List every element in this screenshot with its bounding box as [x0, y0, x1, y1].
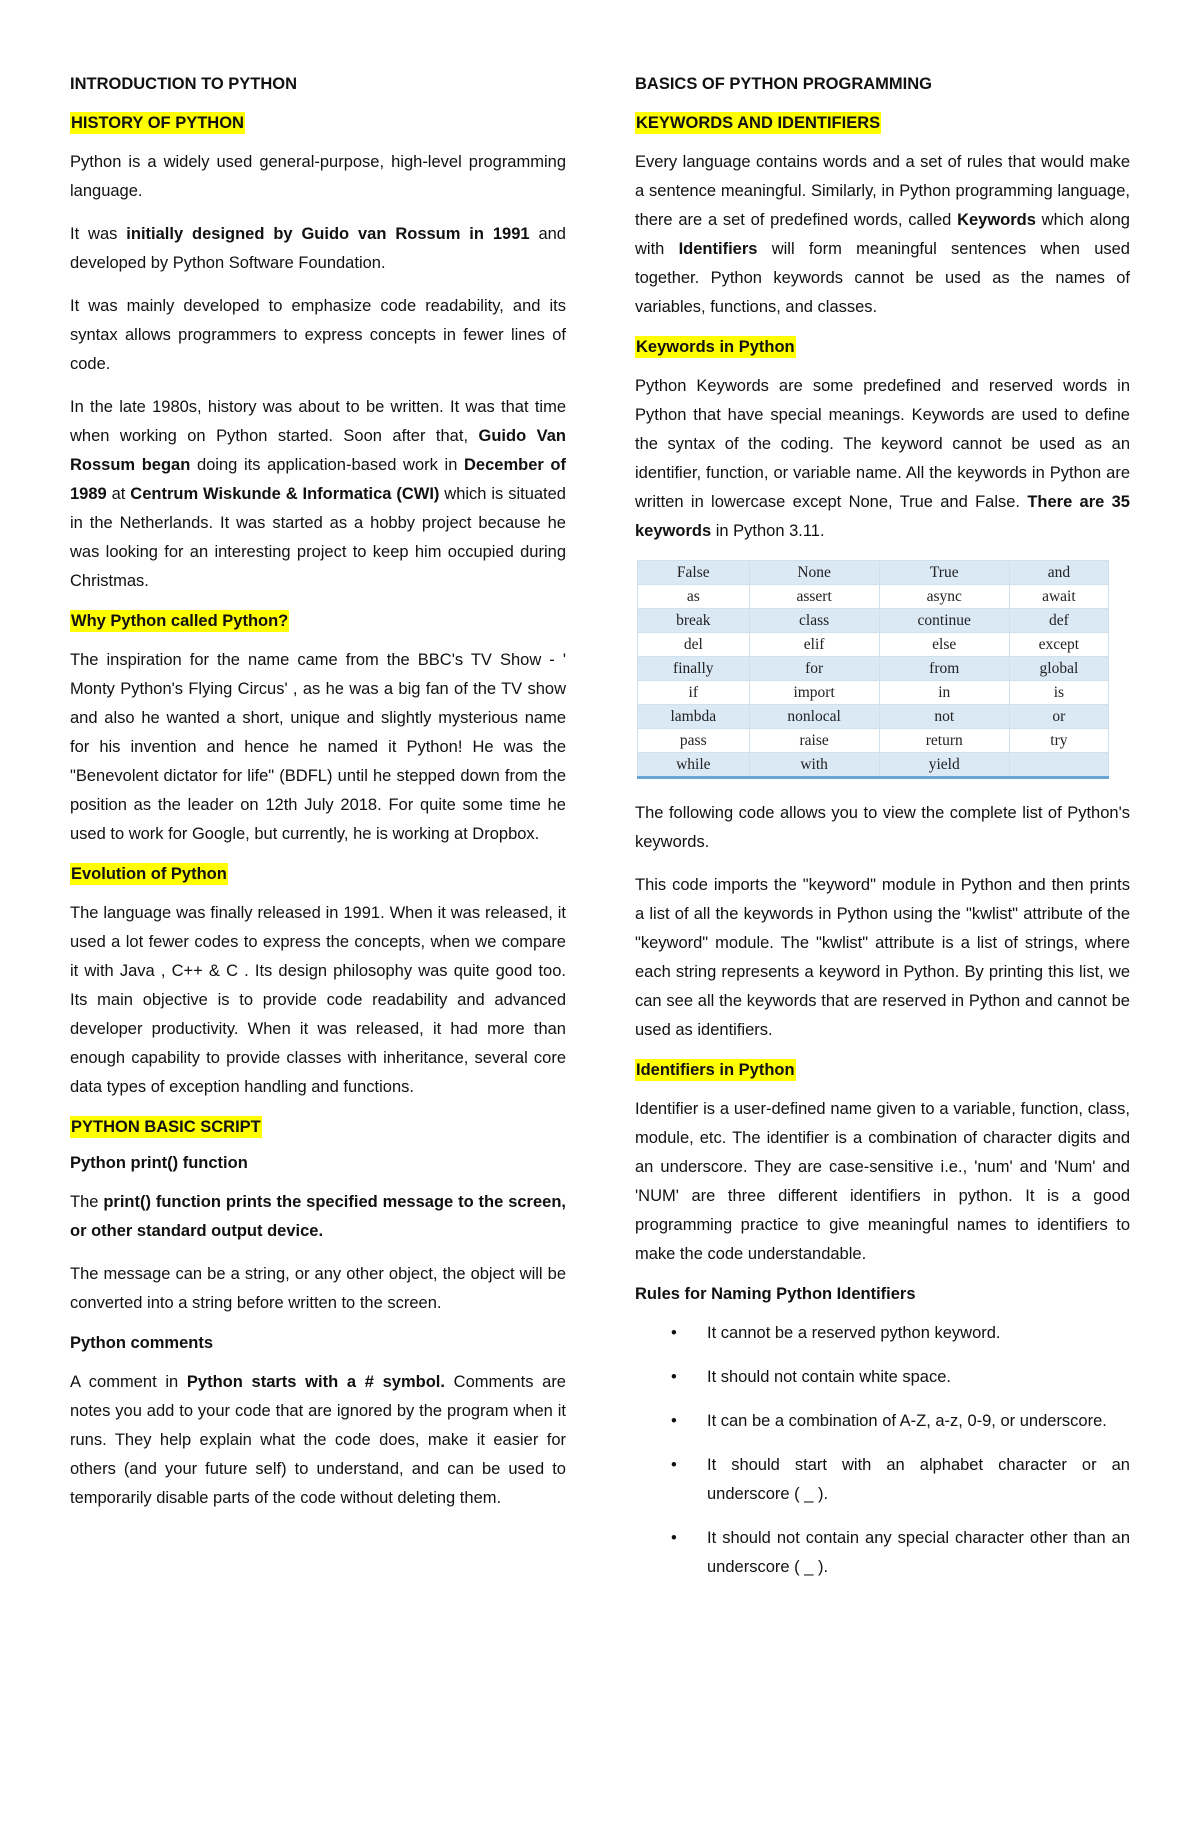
list-item: • It should start with an alphabet character or an underscore ( _ ).	[635, 1451, 1130, 1509]
bullet-icon: •	[671, 1324, 677, 1342]
keyword-cell: nonlocal	[749, 705, 879, 729]
keyword-cell: while	[638, 753, 750, 778]
evolution-heading: Evolution of Python	[71, 865, 227, 883]
list-item: • It cannot be a reserved python keyword.	[635, 1319, 1130, 1348]
keyword-cell: def	[1009, 609, 1108, 633]
table-row	[638, 729, 1109, 753]
keyword-list-paragraph-1: The following code allows you to view the complete list of Python's keywords.	[635, 804, 1130, 851]
table-row	[638, 609, 1109, 633]
keyword-cell: in	[879, 681, 1009, 705]
keyword-cell: is	[1009, 681, 1108, 705]
section-title: BASICS OF PYTHON PROGRAMMING	[635, 75, 933, 93]
bullet-icon: •	[671, 1456, 677, 1474]
keyword-list-paragraph-2: This code imports the "keyword" module in Python and then prints a list of all the keywords in Python using the "kwlist" attribute of the "keyword" module. The "kwlist" attribute is a list of strings, where each string represents a keyword in Python. By printing this list, we can see all the keywords that are reserved in Python and cannot be used as identifiers.	[635, 876, 1130, 1039]
history-paragraph-1: Python is a widely used general-purpose, high-level programming language.	[70, 153, 566, 200]
left-column	[70, 74, 566, 1527]
keyword-cell: for	[749, 657, 879, 681]
print-function-subheading: Python print() function	[70, 1154, 248, 1172]
keyword-cell: or	[1009, 705, 1108, 729]
keyword-cell: pass	[638, 729, 750, 753]
bullet-icon: •	[671, 1529, 677, 1547]
keyword-cell: False	[638, 561, 750, 585]
table-row	[638, 681, 1109, 705]
right-column	[635, 74, 1130, 1597]
naming-rules-list	[635, 1319, 1130, 1582]
keyword-cell: with	[749, 753, 879, 778]
keyword-table	[637, 560, 1109, 779]
keyword-cell: break	[638, 609, 750, 633]
keyword-cell: assert	[749, 585, 879, 609]
bullet-icon: •	[671, 1368, 677, 1386]
keyword-cell: elif	[749, 633, 879, 657]
table-row	[638, 753, 1109, 778]
evolution-paragraph: The language was finally released in 1991. When it was released, it used a lot fewer codes to express the concepts, when we compare it with Java , C++ & C . Its design philosophy was quite good too. Its main objective is to provide code readability and advanced developer productivity. When it was released, it had more than enough capability to provide classes with inheritance, several core data types of exception handling and functions.	[70, 904, 566, 1096]
history-heading: HISTORY OF PYTHON	[71, 114, 244, 132]
keyword-cell: await	[1009, 585, 1108, 609]
keyword-cell: as	[638, 585, 750, 609]
keyword-cell: async	[879, 585, 1009, 609]
comments-subheading: Python comments	[70, 1334, 214, 1352]
keyword-cell: continue	[879, 609, 1009, 633]
keyword-cell: yield	[879, 753, 1009, 778]
keyword-cell: import	[749, 681, 879, 705]
keywords-paragraph: Python Keywords are some predefined and reserved words in Python that have special meanings. Keywords are used to define the syntax of the coding. The keyword cannot be used as an identifier, function, or variable name. All the keywords in Python are written in lowercase except None, True and False. There are 35 keywords in Python 3.11.	[635, 377, 1130, 540]
keyword-cell: return	[879, 729, 1009, 753]
keyword-cell: lambda	[638, 705, 750, 729]
history-paragraph-2: It was initially designed by Guido van Rossum in 1991 and developed by Python Software Foundation.	[70, 225, 566, 272]
page-title: INTRODUCTION TO PYTHON	[70, 75, 298, 93]
list-item: • It should not contain white space.	[635, 1363, 1130, 1392]
why-python-heading: Why Python called Python?	[71, 612, 289, 630]
table-row	[638, 633, 1109, 657]
naming-rules-subheading: Rules for Naming Python Identifiers	[635, 1285, 916, 1303]
keyword-cell: except	[1009, 633, 1108, 657]
table-row	[638, 705, 1109, 729]
keyword-cell: class	[749, 609, 879, 633]
table-row	[638, 561, 1109, 585]
keyword-cell: del	[638, 633, 750, 657]
keyword-cell: global	[1009, 657, 1108, 681]
keyword-cell: else	[879, 633, 1009, 657]
print-paragraph-2: The message can be a string, or any other object, the object will be converted into a string before written to the screen.	[70, 1265, 566, 1312]
table-row	[638, 585, 1109, 609]
keyword-cell: and	[1009, 561, 1108, 585]
keyword-cell: raise	[749, 729, 879, 753]
print-paragraph-1: The print() function prints the specified message to the screen, or other standard output device.	[70, 1193, 566, 1240]
keyword-cell: None	[749, 561, 879, 585]
list-item: • It should not contain any special character other than an underscore ( _ ).	[635, 1524, 1130, 1582]
keyword-cell: from	[879, 657, 1009, 681]
why-python-paragraph: The inspiration for the name came from the BBC's TV Show - ' Monty Python's Flying Circus' , as he was a big fan of the TV show and also he wanted a short, unique and slightly mysterious name for his invention and hence he named it Python! He was the "Benevolent dictator for life" (BDFL) until he stepped down from the position as the leader on 12th July 2018. For quite some time he used to work for Google, but currently, he is working at Dropbox.	[70, 651, 566, 843]
keywords-identifiers-heading: KEYWORDS AND IDENTIFIERS	[636, 114, 881, 132]
keyword-cell: finally	[638, 657, 750, 681]
keyword-cell: try	[1009, 729, 1108, 753]
keyword-cell: True	[879, 561, 1009, 585]
identifiers-heading: Identifiers in Python	[636, 1061, 795, 1079]
basic-script-heading: PYTHON BASIC SCRIPT	[71, 1118, 261, 1136]
keywords-intro-paragraph: Every language contains words and a set of rules that would make a sentence meaningful. Similarly, in Python programming language, there are a set of predefined words, called Keywords which along with Identifiers will form meaningful sentences when used together. Python keywords cannot be used as the names of variables, functions, and classes.	[635, 153, 1130, 316]
history-paragraph-3: It was mainly developed to emphasize code readability, and its syntax allows programmers to express concepts in fewer lines of code.	[70, 297, 566, 373]
keywords-in-python-heading: Keywords in Python	[636, 338, 795, 356]
identifiers-paragraph: Identifier is a user-defined name given to a variable, function, class, module, etc. The identifier is a combination of character digits and an underscore. They are case-sensitive i.e., 'num' and 'Num' and 'NUM' are three different identifiers in python. It is a good programming practice to give meaningful names to identifiers to make the code understandable.	[635, 1100, 1130, 1263]
bullet-icon: •	[671, 1412, 677, 1430]
keyword-cell: not	[879, 705, 1009, 729]
table-row	[638, 657, 1109, 681]
list-item: • It can be a combination of A-Z, a-z, 0-9, or underscore.	[635, 1407, 1130, 1436]
history-paragraph-4: In the late 1980s, history was about to be written. It was that time when working on Python started. Soon after that, Guido Van Rossum began doing its application-based work in December of 1989 at Centrum Wiskunde & Informatica (CWI) which is situated in the Netherlands. It was started as a hobby project because he was looking for an interesting project to keep him occupied during Christmas.	[70, 398, 566, 590]
keyword-cell: if	[638, 681, 750, 705]
comments-paragraph: A comment in Python starts with a # symbol. Comments are notes you add to your code that are ignored by the program when it runs. They help explain what the code does, make it easier for others (and your future self) to understand, and can be used to temporarily disable parts of the code without deleting them.	[70, 1373, 566, 1507]
keyword-cell	[1009, 753, 1108, 778]
